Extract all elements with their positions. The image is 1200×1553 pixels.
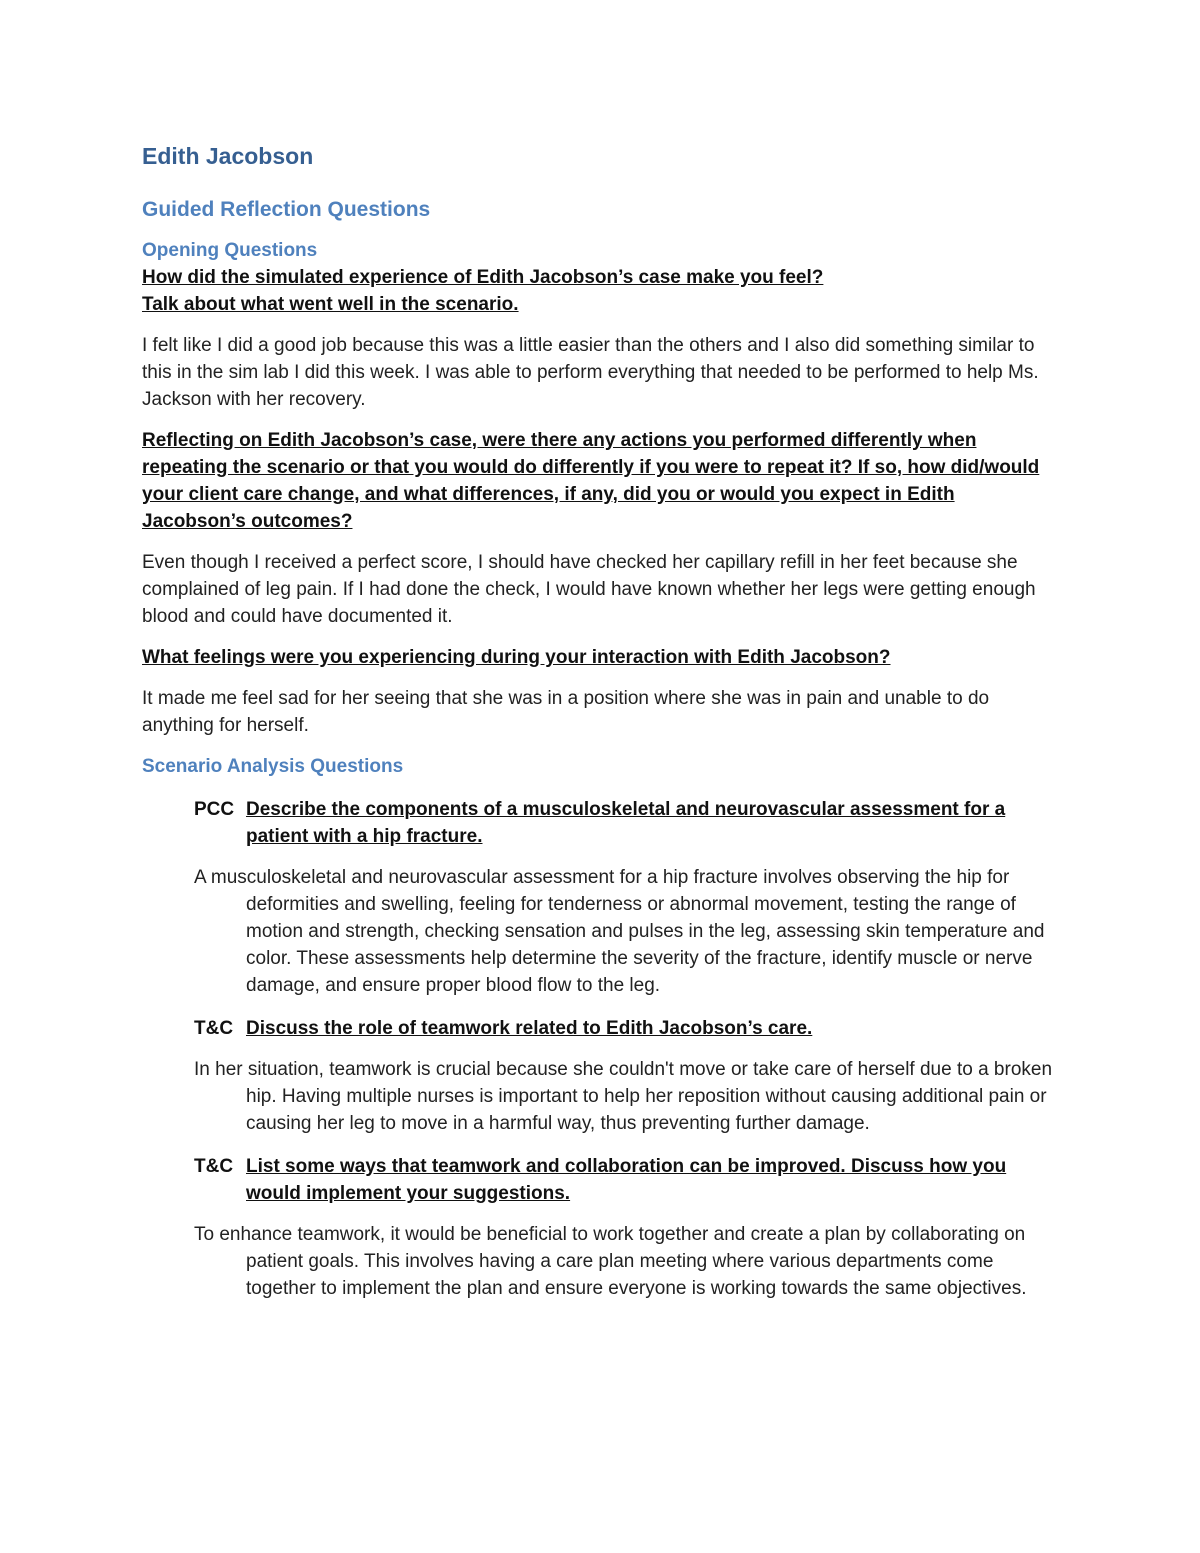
question-3: What feelings were you experiencing during your interaction with Edith Jacobson? (142, 647, 891, 668)
scenario-analysis-heading: Scenario Analysis Questions (142, 756, 404, 777)
scenario-analysis-section (142, 753, 1060, 1302)
scenario-answer: To enhance teamwork, it would be beneficial to work together and create a plan by collaborating on patient goals. This involves having a care plan meeting where various departments come together to implement the plan and ensure everyone is working towards the same objectives. (194, 1224, 1027, 1299)
answer-1: I felt like I did a good job because this was a little easier than the others and I also did something similar to this in the sim lab I did this week. I was able to perform everything that needed to be performed to help Ms. Jackson with her recovery. (142, 335, 1039, 410)
scenario-question: List some ways that teamwork and collaboration can be improved. Discuss how you would implement your suggestions. (246, 1156, 1007, 1204)
question-2: Reflecting on Edith Jacobson’s case, were there any actions you performed differently when repeating the scenario or that you would do differently if you were to repeat it? If so, how did/would your client care change, and what differences, if any, did you or would you expect in Edith Jacobson’s outcomes? (142, 430, 1040, 532)
scenario-question-item (194, 1153, 1060, 1207)
scenario-question-item (194, 796, 1060, 850)
question-1-line-1: How did the simulated experience of Edith Jacobson’s case make you feel? (142, 267, 824, 288)
document-subtitle: Guided Reflection Questions (142, 198, 431, 221)
question-1-line-2: Talk about what went well in the scenario. (142, 294, 519, 315)
answer-2: Even though I received a perfect score, I should have checked her capillary refill in her feet because she complained of leg pain. If I had done the check, I would have known whether her legs were getting enough blood and could have documented it. (142, 552, 1036, 627)
opening-questions-heading: Opening Questions (142, 240, 318, 261)
answer-3: It made me feel sad for her seeing that she was in a position where she was in pain and unable to do anything for herself. (142, 688, 990, 736)
scenario-answer: A musculoskeletal and neurovascular assessment for a hip fracture involves observing the hip for deformities and swelling, feeling for tenderness or abnormal movement, testing the range of motion and strength, checking sensation and pulses in the leg, assessing skin temperature and color. These assessments help determine the severity of the fracture, identify muscle or nerve damage, and ensure proper blood flow to the leg. (194, 867, 1045, 996)
scenario-tag: T&C (194, 1018, 234, 1039)
scenario-question-item (194, 1015, 1060, 1042)
scenario-tag: T&C (194, 1156, 234, 1177)
scenario-question: Describe the components of a musculoskeletal and neurovascular assessment for a patient with a hip fracture. (246, 799, 1006, 847)
scenario-question: Discuss the role of teamwork related to Edith Jacobson’s care. (246, 1018, 813, 1039)
opening-questions-section (142, 237, 1060, 739)
scenario-tag: PCC (194, 799, 235, 820)
document-title: Edith Jacobson (142, 143, 314, 169)
scenario-answer: In her situation, teamwork is crucial because she couldn't move or take care of herself due to a broken hip. Having multiple nurses is important to help her reposition without causing additional pain or causing her leg to move in a harmful way, thus preventing further damage. (194, 1059, 1053, 1134)
